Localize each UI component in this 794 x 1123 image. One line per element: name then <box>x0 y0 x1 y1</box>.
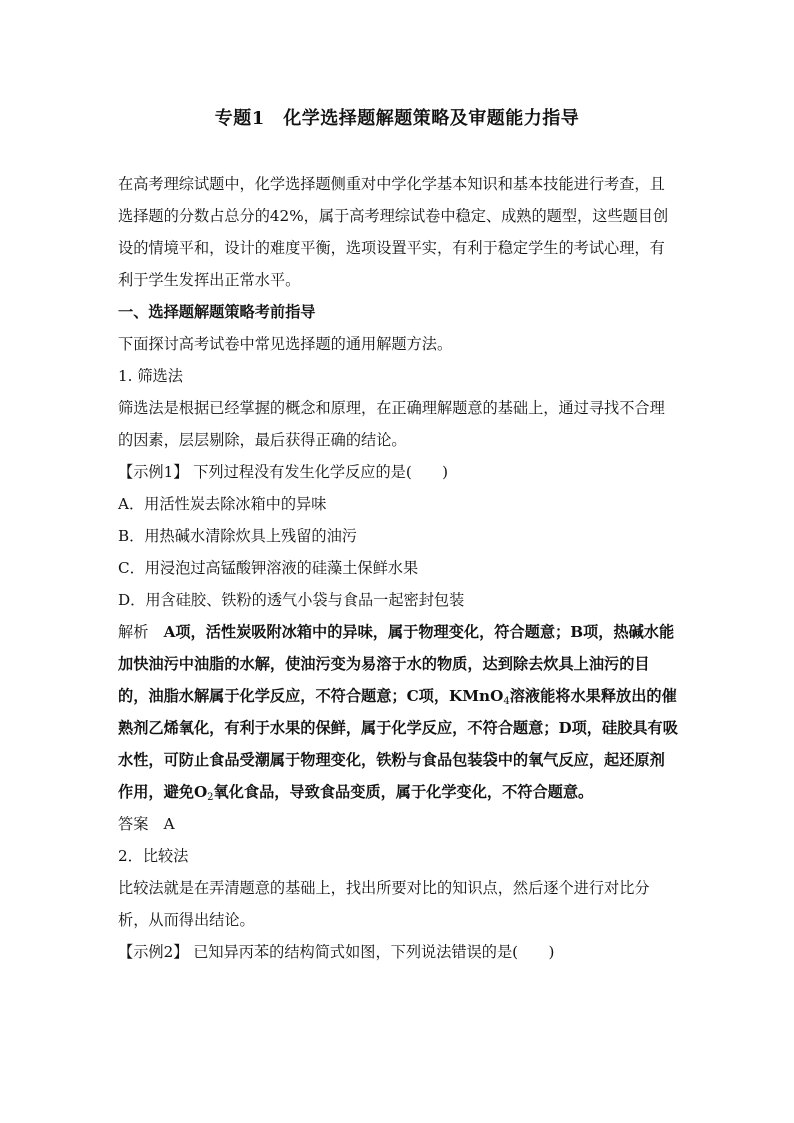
analysis-text-3: 氧化食品，导致食品变质，属于化学变化，不符合题意。 <box>213 783 594 801</box>
option-a: A．用活性炭去除冰箱中的异味 <box>118 495 327 513</box>
example1-answer <box>118 808 678 840</box>
answer-value: A <box>163 815 175 833</box>
option-c: C．用浸泡过高锰酸钾溶液的硅藻土保鲜水果 <box>118 559 419 577</box>
example1-question <box>118 456 678 488</box>
example1-label: 【示例1】 <box>118 463 189 481</box>
analysis-text-1: A项，活性炭吸附冰箱中的异味，属于物理变化，符合题意；B项，热碱水能加快油污中油脂的水解，使油污变为易溶于水的物质，达到除去炊具上油污的目的，油脂水解属于化学反应，不符合题意；C项，KMnO <box>118 623 675 705</box>
option-d: D．用含硅胶、铁粉的透气小袋与食品一起密封包装 <box>118 591 465 609</box>
example2-label: 【示例2】 <box>118 943 189 961</box>
method1-description: 筛选法是根据已经掌握的概念和原理，在正确理解题意的基础上，通过寻找不合理的因素，层层剔除，最后获得正确的结论。 <box>118 399 665 449</box>
analysis-subscript-1: 4 <box>503 696 510 707</box>
answer-label: 答案 <box>118 815 164 833</box>
method2-description: 比较法就是在弄清题意的基础上，找出所要对比的知识点，然后逐个进行对比分析，从而得出结论。 <box>118 879 650 929</box>
method2-heading: 2．比较法 <box>118 847 189 865</box>
example1-analysis <box>118 616 678 808</box>
example1-text: 下列过程没有发生化学反应的是( ) <box>188 463 449 481</box>
document-body <box>118 168 678 968</box>
analysis-text-2: 溶液能将水果释放出的催熟剂乙烯氧化，有利于水果的保鲜，属于化学反应，不符合题意；D项，硅胶具有吸水性，可防止食品受潮属于物理变化，铁粉与食品包装袋中的氧气反应，起还原剂作用，避免O <box>118 687 678 801</box>
analysis-subscript-2: 2 <box>207 792 214 803</box>
section-intro: 下面探讨高考试卷中常见选择题的通用解题方法。 <box>118 335 453 353</box>
analysis-label: 解析 <box>118 623 164 641</box>
page-title: 专题1 化学选择题解题策略及审题能力指导 <box>214 108 580 129</box>
method1-heading: 1. 筛选法 <box>118 367 183 385</box>
example2-text: 已知异丙苯的结构简式如图，下列说法错误的是( ) <box>188 943 555 961</box>
section-heading: 一、选择题解题策略考前指导 <box>118 303 316 321</box>
intro-paragraph: 在高考理综试题中，化学选择题侧重对中学化学基本知识和基本技能进行考查，且选择题的分数占总分的42%，属于高考理综试卷中稳定、成熟的题型，这些题目创设的情境平和，设计的难度平衡，选项设置平实，有利于稳定学生的考试心理，有利于学生发挥出正常水平。 <box>118 175 669 289</box>
example2-question <box>118 936 678 968</box>
option-b: B．用热碱水清除炊具上残留的油污 <box>118 527 357 545</box>
